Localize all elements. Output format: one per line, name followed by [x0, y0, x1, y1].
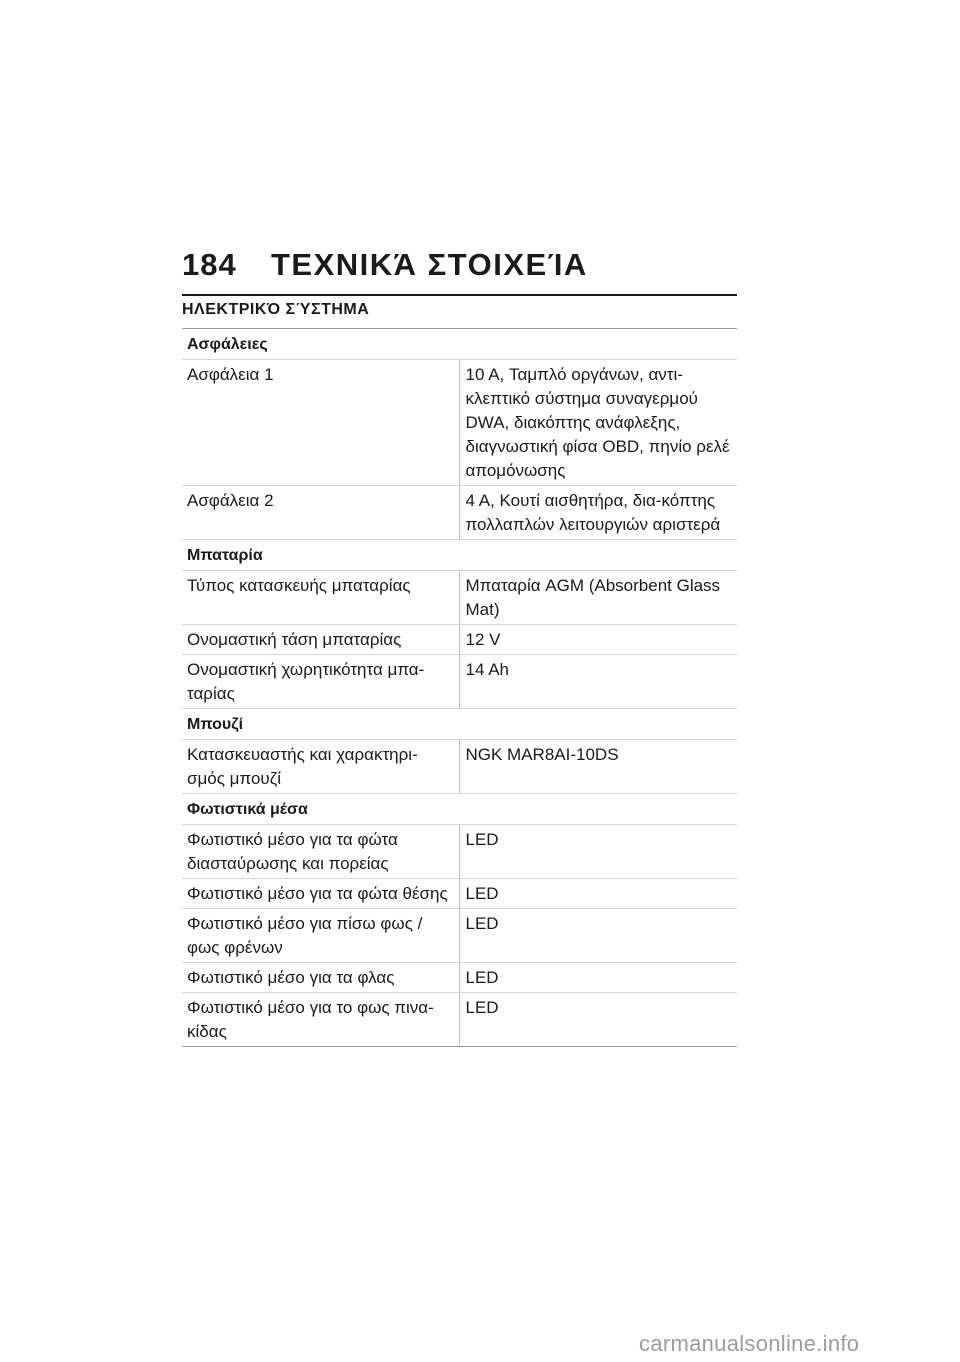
row-label: Φωτιστικό μέσο για πίσω φως / φως φρένων — [182, 909, 459, 963]
group-header-lighting — [182, 794, 737, 825]
row-value: LED — [459, 825, 737, 879]
table-row — [182, 360, 737, 486]
group-title: Φωτιστικά μέσα — [182, 794, 737, 825]
row-label: Ονομαστική χωρητικότητα μπα-ταρίας — [182, 655, 459, 709]
group-title: Ασφάλειες — [182, 329, 737, 360]
row-value: 12 V — [459, 625, 737, 655]
row-value: LED — [459, 963, 737, 993]
row-label: Τύπος κατασκευής μπαταρίας — [182, 571, 459, 625]
table-row — [182, 963, 737, 993]
row-label: Φωτιστικό μέσο για το φως πινα-κίδας — [182, 993, 459, 1047]
chapter-title: ΤΕΧΝΙΚΆ ΣΤΟΙΧΕΊΑ — [271, 247, 588, 282]
electrical-system-section — [182, 294, 737, 1047]
group-header-spark-plugs — [182, 709, 737, 740]
table-row — [182, 879, 737, 909]
group-header-fuses — [182, 329, 737, 360]
watermark-text: carmanualsonline.info — [639, 1331, 860, 1356]
page-header — [182, 247, 588, 283]
table-row — [182, 571, 737, 625]
spec-table — [182, 328, 737, 1047]
table-row — [182, 740, 737, 794]
table-row — [182, 993, 737, 1047]
row-label: Φωτιστικό μέσο για τα φώτα διασταύρωσης και πορείας — [182, 825, 459, 879]
table-row — [182, 655, 737, 709]
table-row — [182, 486, 737, 540]
row-label: Φωτιστικό μέσο για τα φλας — [182, 963, 459, 993]
row-value: 10 A, Ταμπλό οργάνων, αντι-κλεπτικό σύστημα συναγερμού DWA, διακόπτης ανάφλεξης, διαγνωστική φίσα OBD, πηνίο ρελέ απομόνωσης — [459, 360, 737, 486]
row-value: LED — [459, 879, 737, 909]
section-title: ΗΛΕΚΤΡΙΚΌ ΣΎΣΤΗΜΑ — [182, 294, 737, 328]
row-value: 4 A, Κουτί αισθητήρα, δια-κόπτης πολλαπλών λειτουργιών αριστερά — [459, 486, 737, 540]
row-value: 14 Ah — [459, 655, 737, 709]
row-label: Φωτιστικό μέσο για τα φώτα θέσης — [182, 879, 459, 909]
row-value: NGK MAR8AI-10DS — [459, 740, 737, 794]
group-header-battery — [182, 540, 737, 571]
table-row — [182, 909, 737, 963]
table-row — [182, 825, 737, 879]
row-label: Ονομαστική τάση μπαταρίας — [182, 625, 459, 655]
group-title: Μπαταρία — [182, 540, 737, 571]
row-value: Μπαταρία AGM (Absorbent Glass Mat) — [459, 571, 737, 625]
row-value: LED — [459, 993, 737, 1047]
row-label: Κατασκευαστής και χαρακτηρι-σμός μπουζί — [182, 740, 459, 794]
group-title: Μπουζί — [182, 709, 737, 740]
page-number: 184 — [182, 247, 237, 282]
row-value: LED — [459, 909, 737, 963]
table-row — [182, 625, 737, 655]
row-label: Ασφάλεια 2 — [182, 486, 459, 540]
row-label: Ασφάλεια 1 — [182, 360, 459, 486]
